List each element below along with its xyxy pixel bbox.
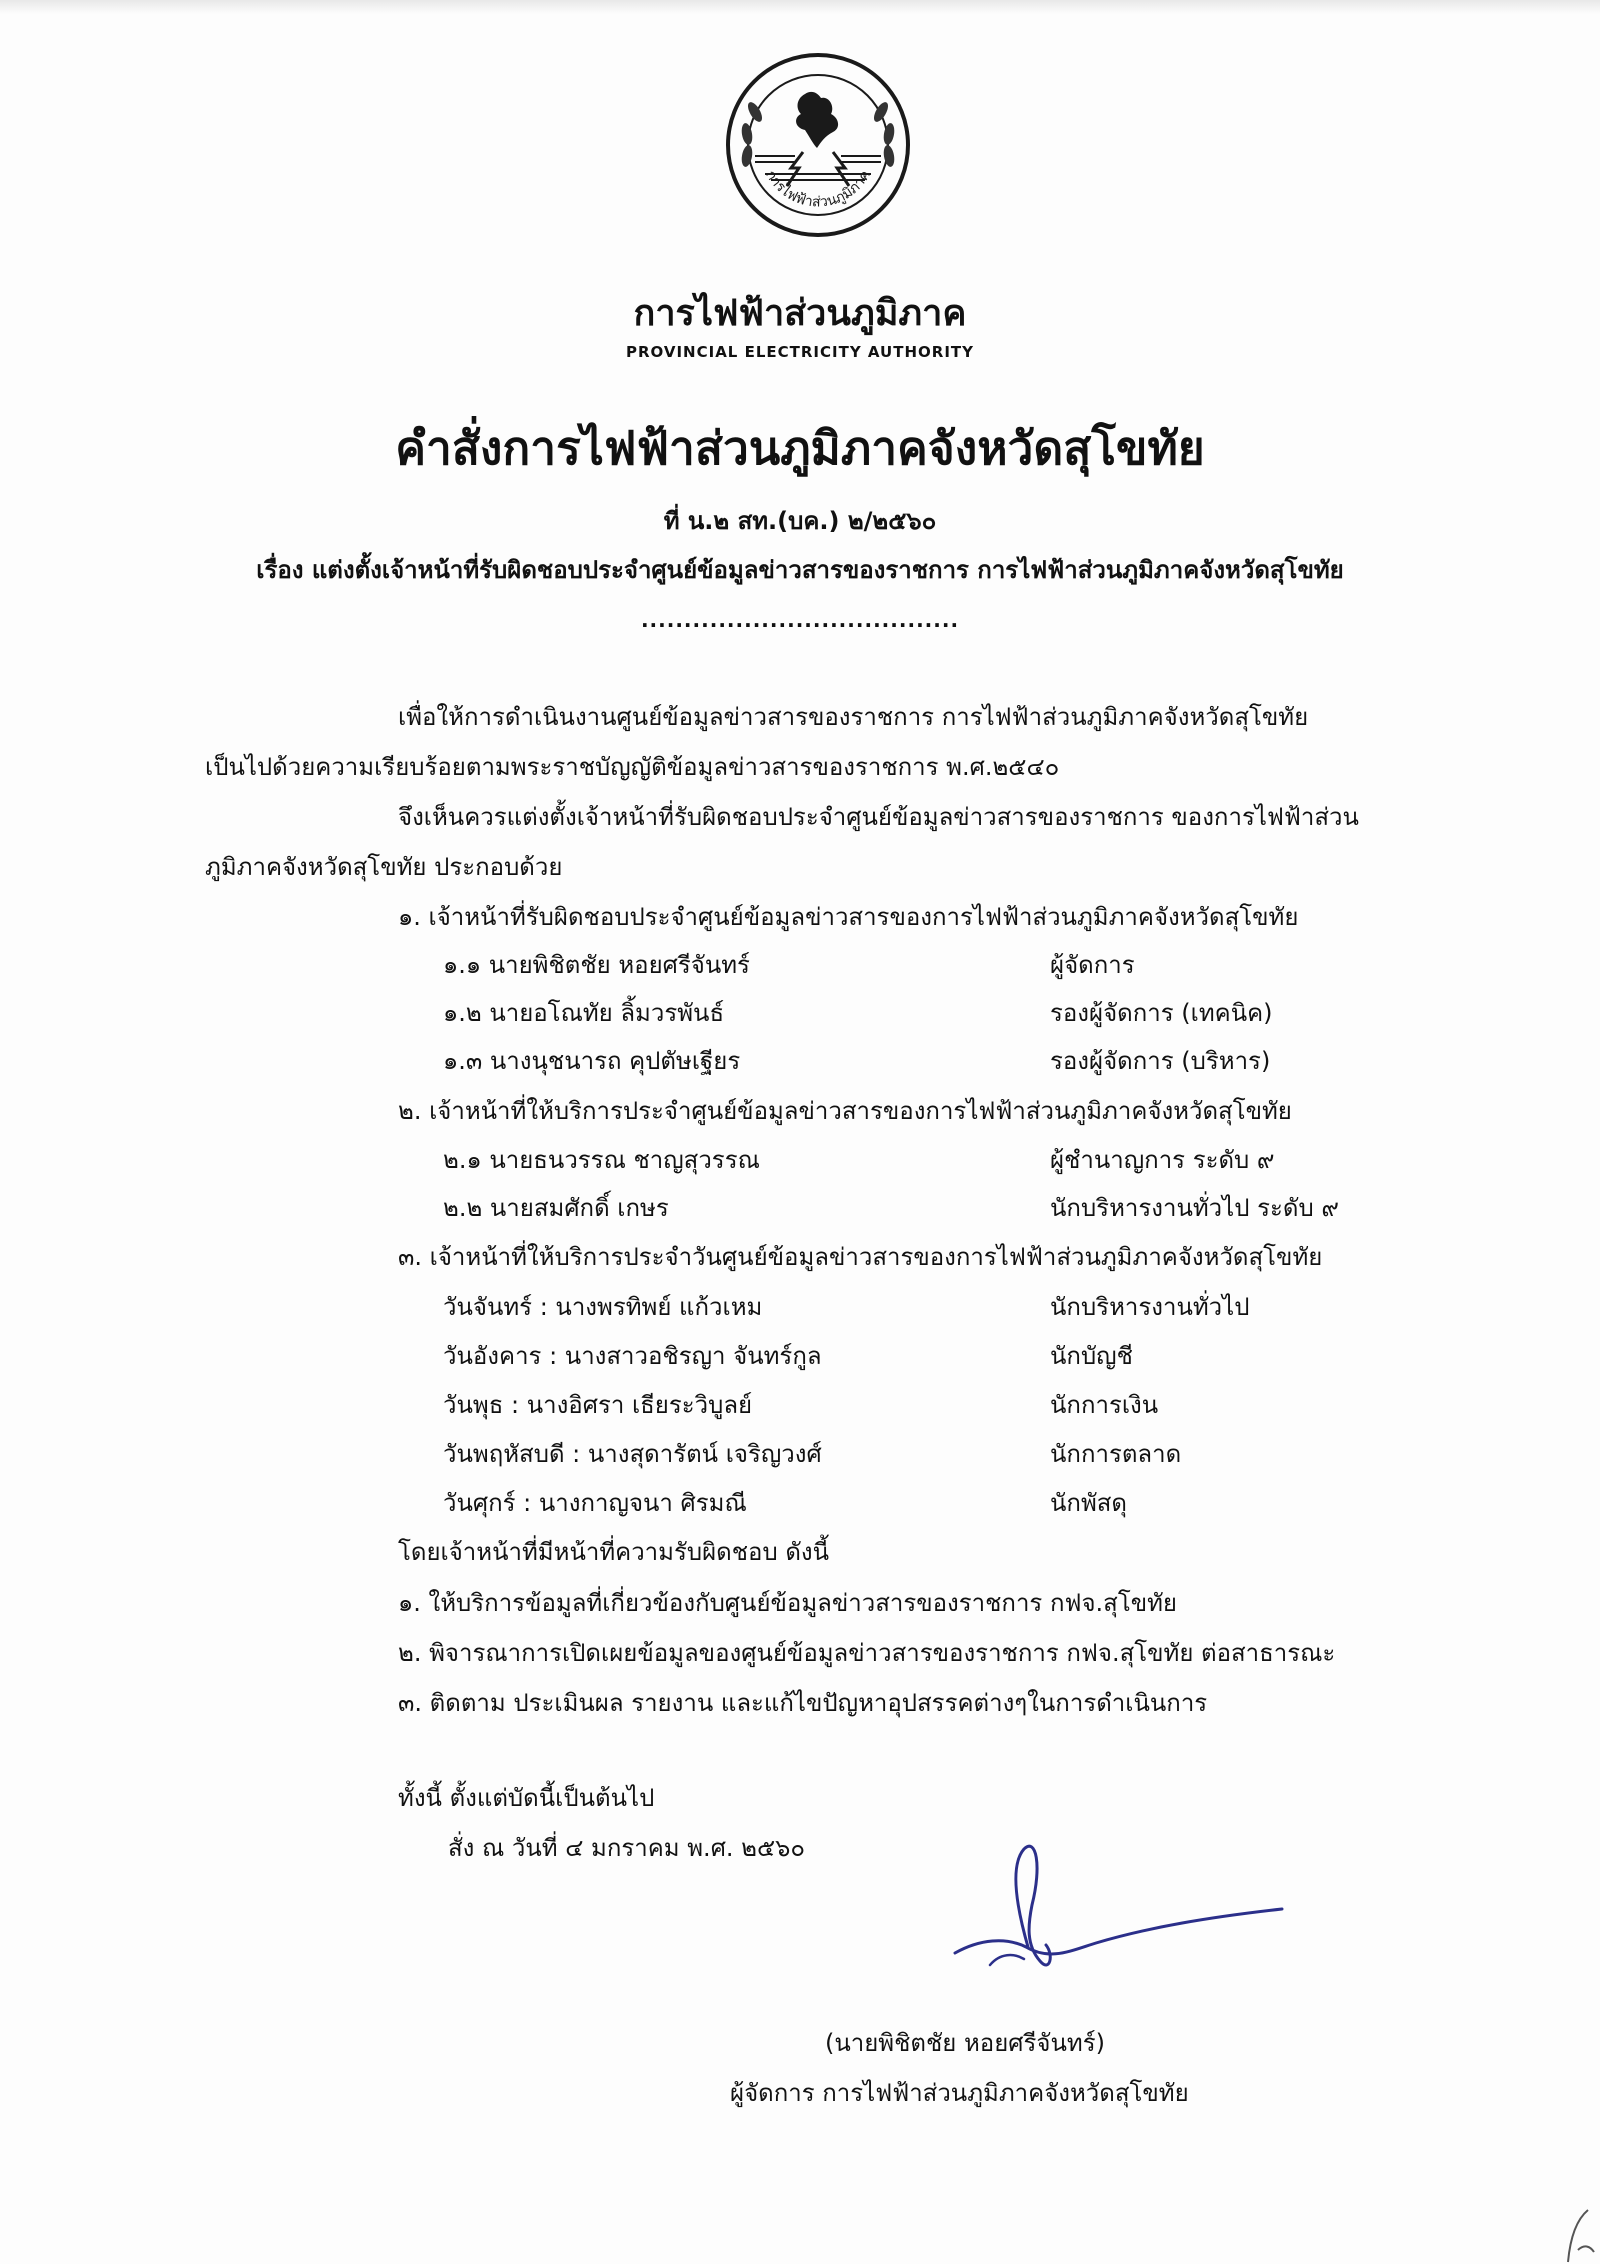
member-name: ๑.๒ นายอโณทัย ลิ้มวรพันธ์ xyxy=(443,999,725,1027)
divider-dots: ..................................... xyxy=(640,608,960,632)
org-name-english: PROVINCIAL ELECTRICITY AUTHORITY xyxy=(625,343,975,361)
group-heading: ๓. เจ้าหน้าที่ให้บริการประจำวันศูนย์ข้อมูลข่าวสารของการไฟฟ้าส่วนภูมิภาคจังหวัดสุโขทัย xyxy=(398,1243,1323,1271)
logo-text: การไฟฟ้าส่วนภูมิภาค xyxy=(762,167,874,211)
order-date: สั่ง ณ วันที่ ๔ มกราคม พ.ศ. ๒๕๖๐ xyxy=(448,1834,806,1862)
group-heading: ๑. เจ้าหน้าที่รับผิดชอบประจำศูนย์ข้อมูลข่าวสารของการไฟฟ้าส่วนภูมิภาคจังหวัดสุโขทัย xyxy=(398,903,1299,931)
org-name-thai: การไฟฟ้าส่วนภูมิภาค xyxy=(633,293,967,334)
member-position: นักพัสดุ xyxy=(1050,1489,1127,1517)
member-position: รองผู้จัดการ (เทคนิค) xyxy=(1050,999,1273,1027)
scan-edge-shadow xyxy=(0,0,1600,14)
duty-item: ๑. ให้บริการข้อมูลที่เกี่ยวข้องกับศูนย์ข้อมูลข่าวสารของราชการ กฟจ.สุโขทัย xyxy=(398,1589,1177,1617)
intro-p1-line1: เพื่อให้การดำเนินงานศูนย์ข้อมูลข่าวสารของราชการ การไฟฟ้าส่วนภูมิภาคจังหวัดสุโขทัย xyxy=(398,703,1309,731)
member-position: ผู้ชำนาญการ ระดับ ๙ xyxy=(1050,1146,1275,1174)
member-position: ผู้จัดการ xyxy=(1050,951,1135,979)
member-name: วันศุกร์ : นางกาญจนา ศิรมณี xyxy=(443,1489,747,1517)
member-name: วันจันทร์ : นางพรทิพย์ แก้วเหม xyxy=(443,1293,763,1321)
member-position: นักบริหารงานทั่วไป ระดับ ๙ xyxy=(1050,1194,1339,1222)
corner-ink-mark xyxy=(1548,2200,1600,2264)
member-name: ๒.๒ นายสมศักดิ์ เกษร xyxy=(443,1194,669,1222)
member-position: รองผู้จัดการ (บริหาร) xyxy=(1050,1047,1271,1075)
duties-intro: โดยเจ้าหน้าที่มีหน้าที่ความรับผิดชอบ ดังนี้ xyxy=(398,1538,830,1566)
order-number: ที่ น.๒ สท.(บค.) ๒/๒๕๖๐ xyxy=(663,507,937,535)
intro-p1-line2: เป็นไปด้วยความเรียบร้อยตามพระราชบัญญัติข้อมูลข่าวสารของราชการ พ.ศ.๒๕๔๐ xyxy=(205,753,1060,781)
order-title: คำสั่งการไฟฟ้าส่วนภูมิภาคจังหวัดสุโขทัย xyxy=(395,421,1205,475)
member-name: วันอังคาร : นางสาวอชิรญา จันทร์กูล xyxy=(443,1342,822,1370)
duty-item: ๒. พิจารณาการเปิดเผยข้อมูลของศูนย์ข้อมูลข่าวสารของราชการ กฟจ.สุโขทัย ต่อสาธารณะ xyxy=(398,1639,1336,1667)
member-name: วันพฤหัสบดี : นางสุดารัตน์ เจริญวงศ์ xyxy=(443,1440,822,1468)
member-name: ๑.๑ นายพิชิตชัย หอยศรีจันทร์ xyxy=(443,951,750,979)
order-subject: เรื่อง แต่งตั้งเจ้าหน้าที่รับผิดชอบประจำศูนย์ข้อมูลข่าวสารของราชการ การไฟฟ้าส่วนภูมิภาคจังหวัดสุโขทัย xyxy=(256,556,1344,584)
intro-p2-line2: ภูมิภาคจังหวัดสุโขทัย ประกอบด้วย xyxy=(205,853,563,881)
signatory-position: ผู้จัดการ การไฟฟ้าส่วนภูมิภาคจังหวัดสุโขทัย xyxy=(730,2079,1189,2107)
member-name: วันพุธ : นางอิศรา เธียระวิบูลย์ xyxy=(443,1391,753,1419)
duty-item: ๓. ติดตาม ประเมินผล รายงาน และแก้ไขปัญหาอุปสรรคต่างๆในการดำเนินการ xyxy=(398,1689,1208,1717)
member-name: ๑.๓ นางนุชนารถ คุปตัษเฐียร xyxy=(443,1047,741,1075)
member-position: นักการตลาด xyxy=(1050,1440,1182,1468)
pea-logo-icon xyxy=(725,52,911,238)
intro-p2-line1: จึงเห็นควรแต่งตั้งเจ้าหน้าที่รับผิดชอบประจำศูนย์ข้อมูลข่าวสารของราชการ ของการไฟฟ้าส่วน xyxy=(398,803,1359,831)
effective-statement: ทั้งนี้ ตั้งแต่บัดนี้เป็นต้นไป xyxy=(398,1784,655,1812)
signatory-name: (นายพิชิตชัย หอยศรีจันทร์) xyxy=(825,2029,1105,2057)
member-name: ๒.๑ นายธนวรรณ ชาญสุวรรณ xyxy=(443,1146,760,1174)
handwritten-signature xyxy=(950,1835,1290,1995)
member-position: นักบัญชี xyxy=(1050,1342,1133,1370)
member-position: นักบริหารงานทั่วไป xyxy=(1050,1293,1250,1321)
member-position: นักการเงิน xyxy=(1050,1391,1159,1419)
group-heading: ๒. เจ้าหน้าที่ให้บริการประจำศูนย์ข้อมูลข่าวสารของการไฟฟ้าส่วนภูมิภาคจังหวัดสุโขทัย xyxy=(398,1097,1292,1125)
